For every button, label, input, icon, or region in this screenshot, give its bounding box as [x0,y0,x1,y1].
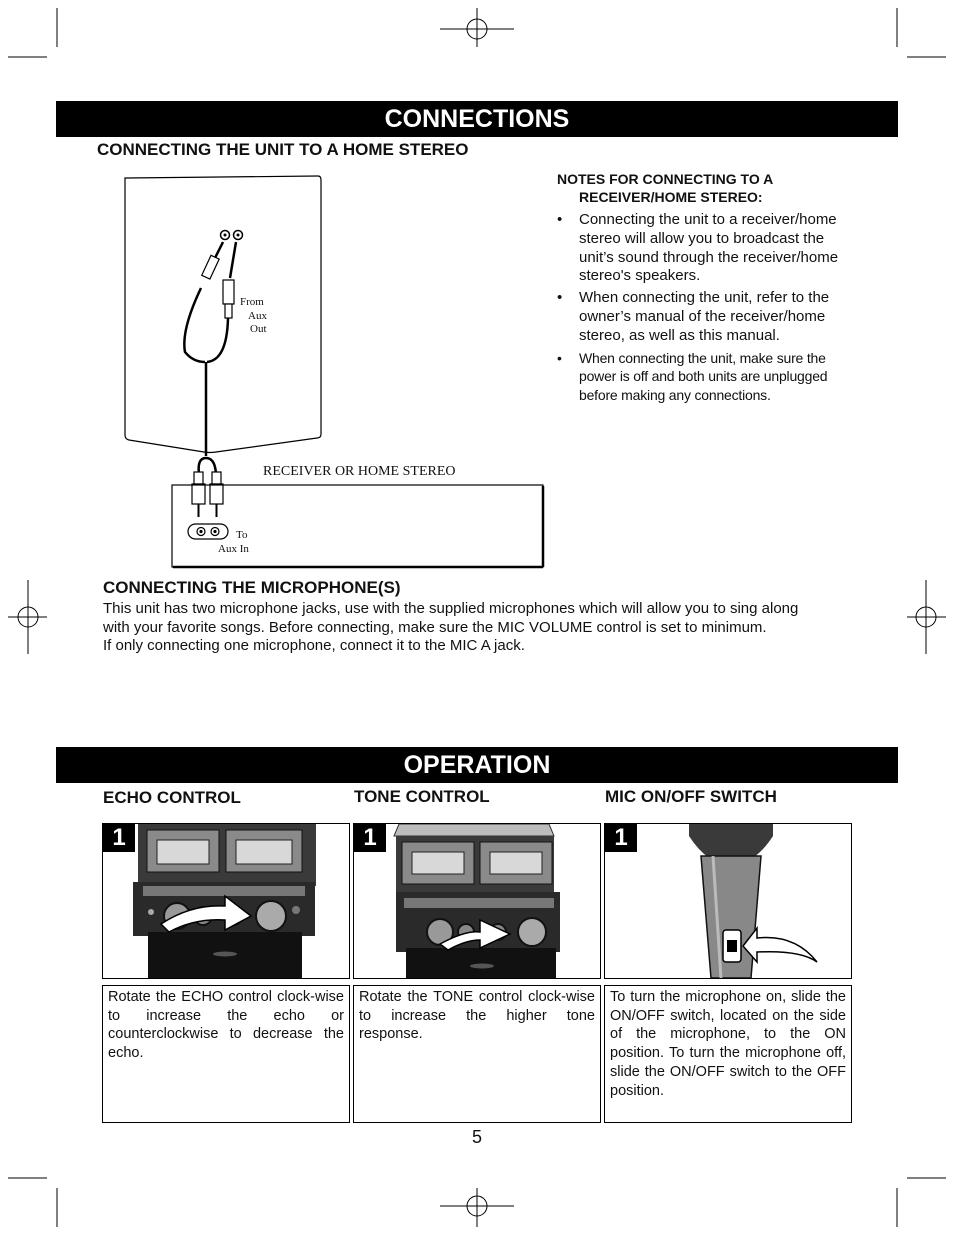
connection-diagram-art [115,170,550,570]
note-item: • Connecting the unit to a receiver/home stereo will allow you to broadcast the unit’s sound through the receiver/home stereo's speakers. [557,211,857,286]
page-number: 5 [471,1127,482,1147]
karaoke-unit-tone-illustration [354,824,600,978]
microphone-illustration [605,824,851,978]
mic-step-number: 1 [605,824,637,852]
mic-switch-image [604,823,852,979]
echo-control-title: ECHO CONTROL [103,788,241,807]
echo-control-image [102,823,350,979]
stereo-section-heading: CONNECTING THE UNIT TO A HOME STEREO [97,140,469,159]
tone-control-caption: Rotate the TONE control clock-wise to increase the higher tone response. [353,985,601,1123]
echo-control-caption: Rotate the ECHO control clock-wise to increase the echo or counterclockwise to decrease the echo. [102,985,350,1123]
tone-step-number: 1 [354,824,386,852]
karaoke-unit-echo-illustration [103,824,349,978]
to-aux-in-label: To Aux In [218,529,249,555]
echo-step-number: 1 [103,824,135,852]
connection-diagram [115,170,550,570]
tone-control-title: TONE CONTROL [354,787,490,806]
mic-switch-caption: To turn the microphone on, slide the ON/OFF switch, located on the side of the microphone, to the ON position. To turn the microphone off, slide the ON/OFF switch to the OFF position. [604,985,852,1123]
tone-control-image [353,823,601,979]
connections-header: CONNECTIONS [56,101,898,137]
from-aux-out-label: From Aux Out [240,296,267,335]
operation-header: OPERATION [56,747,898,783]
mic-switch-title: MIC ON/OFF SWITCH [605,787,777,806]
note-item: • When connecting the unit, make sure the power is off and both units are unplugged before making any connections. [557,349,857,405]
notes-list [557,211,857,408]
receiver-label: RECEIVER OR HOME STEREO [263,464,456,479]
mic-section-text: This unit has two microphone jacks, use with the supplied microphones which will allow you to sing along with your favorite songs. Before connecting, make sure the MIC VOLUME control is set to minimum. If only connecting one microphone, connect it to the MIC A jack. [103,600,799,654]
mic-section-heading: CONNECTING THE MICROPHONE(S) [103,578,401,597]
note-item: • When connecting the unit, refer to the owner’s manual of the receiver/home stereo, as well as this manual. [557,289,857,345]
notes-title: NOTES FOR CONNECTING TO A RECEIVER/HOME STEREO: [557,171,774,205]
